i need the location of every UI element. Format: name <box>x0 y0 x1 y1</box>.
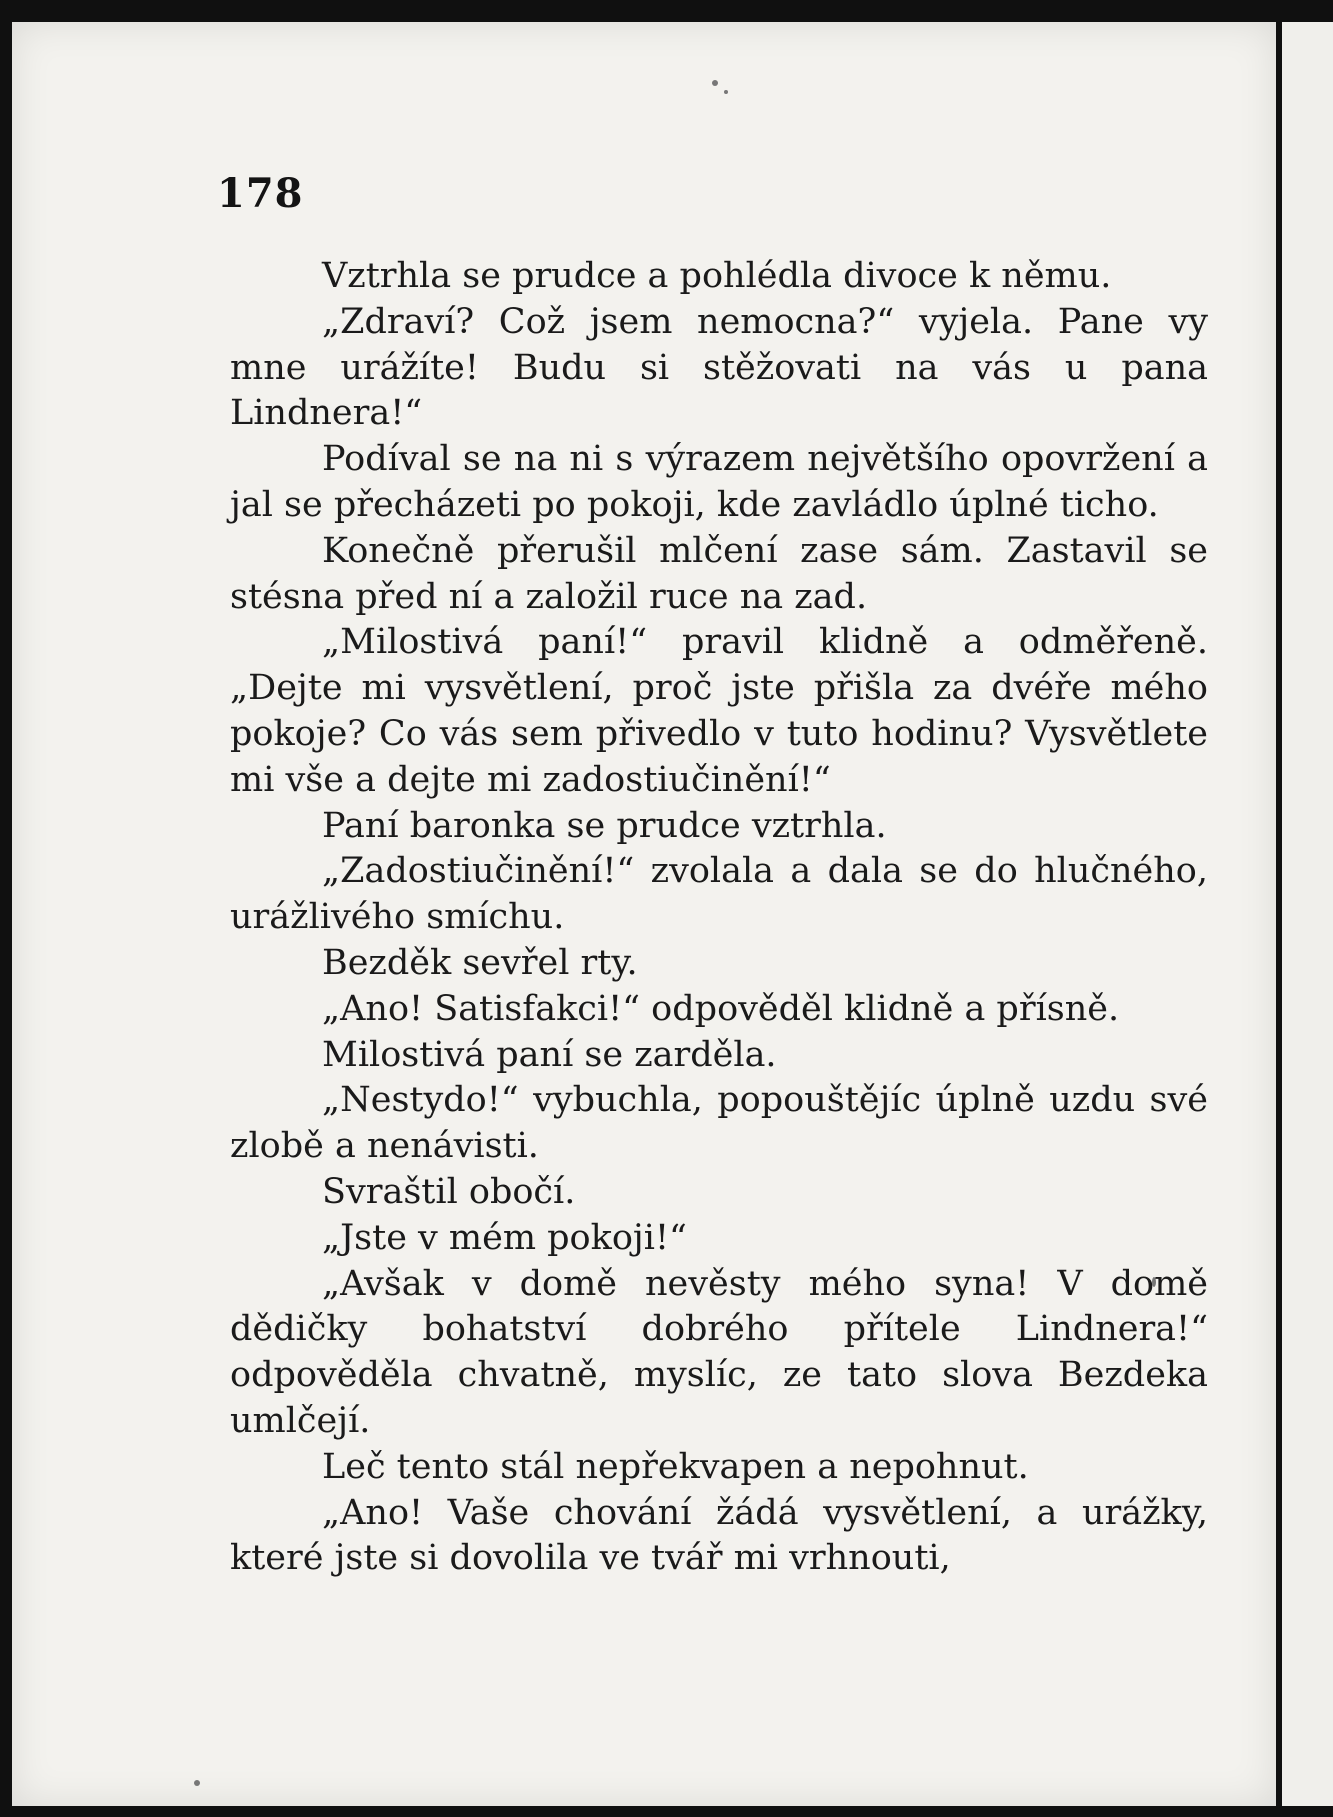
book-page <box>12 22 1276 1806</box>
paragraph: Konečně přerušil mlčení zase sám. Zastavil se stésna před ní a založil ruce na zad. <box>230 530 1208 617</box>
paragraph: „Ano! Satisfakci!“ odpověděl klidně a přísně. <box>322 988 1120 1029</box>
page-number: 178 <box>217 170 304 217</box>
paragraph: „Zadostiučinění!“ zvolala a dala se do hlučného, urážlivého smíchu. <box>230 851 1208 938</box>
paragraph: „Avšak v domě nevěsty mého syna! V domě dědičky bohatství dobrého přítele Lindnera!“ odpověděla chvatně, myslíc, ze tato slova Bezdeka umlčejí. <box>230 1263 1208 1441</box>
paragraph: „Ano! Vaše chování žádá vysvětlení, a urážky, které jste si dovolila ve tvář mi vrhnouti, <box>230 1492 1208 1579</box>
print-speck <box>724 90 728 94</box>
paragraph: Svraštil obočí. <box>322 1171 576 1212</box>
paragraph: Vztrhla se prudce a pohlédla divoce k němu. <box>322 256 1112 296</box>
paragraph: Leč tento stál nepřekvapen a nepohnut. <box>322 1446 1029 1487</box>
print-speck <box>194 1780 200 1786</box>
paragraph: Bezděk sevřel rty. <box>322 942 638 983</box>
paragraph: „Milostivá paní!“ pravil klidně a odměřeně. „Dejte mi vysvětlení, proč jste přišla za dvéře mého pokoje? Co vás sem přivedlo v tuto hodinu? Vysvětlete mi vše a dejte mi zadostiučinění!“ <box>230 622 1208 800</box>
paragraph: „Nestydo!“ vybuchla, popouštějíc úplně uzdu své zlobě a nenávisti. <box>230 1080 1208 1167</box>
paragraph: Milostivá paní se zarděla. <box>322 1034 777 1075</box>
print-speck <box>712 80 718 86</box>
paragraph: Paní baronka se prudce vztrhla. <box>322 805 887 846</box>
paragraph: „Jste v mém pokoji!“ <box>322 1217 687 1258</box>
adjacent-page-edge <box>1282 22 1333 1806</box>
paragraph: „Zdraví? Což jsem nemocna?“ vyjela. Pane vy mne urážíte! Budu si stěžovati na vás u pana Lindnera!“ <box>230 301 1208 434</box>
paragraph: Podíval se na ni s výrazem největšího opovržení a jal se přecházeti po pokoji, kde zavládlo úplné ticho. <box>230 439 1208 525</box>
body-text <box>230 254 1208 1582</box>
